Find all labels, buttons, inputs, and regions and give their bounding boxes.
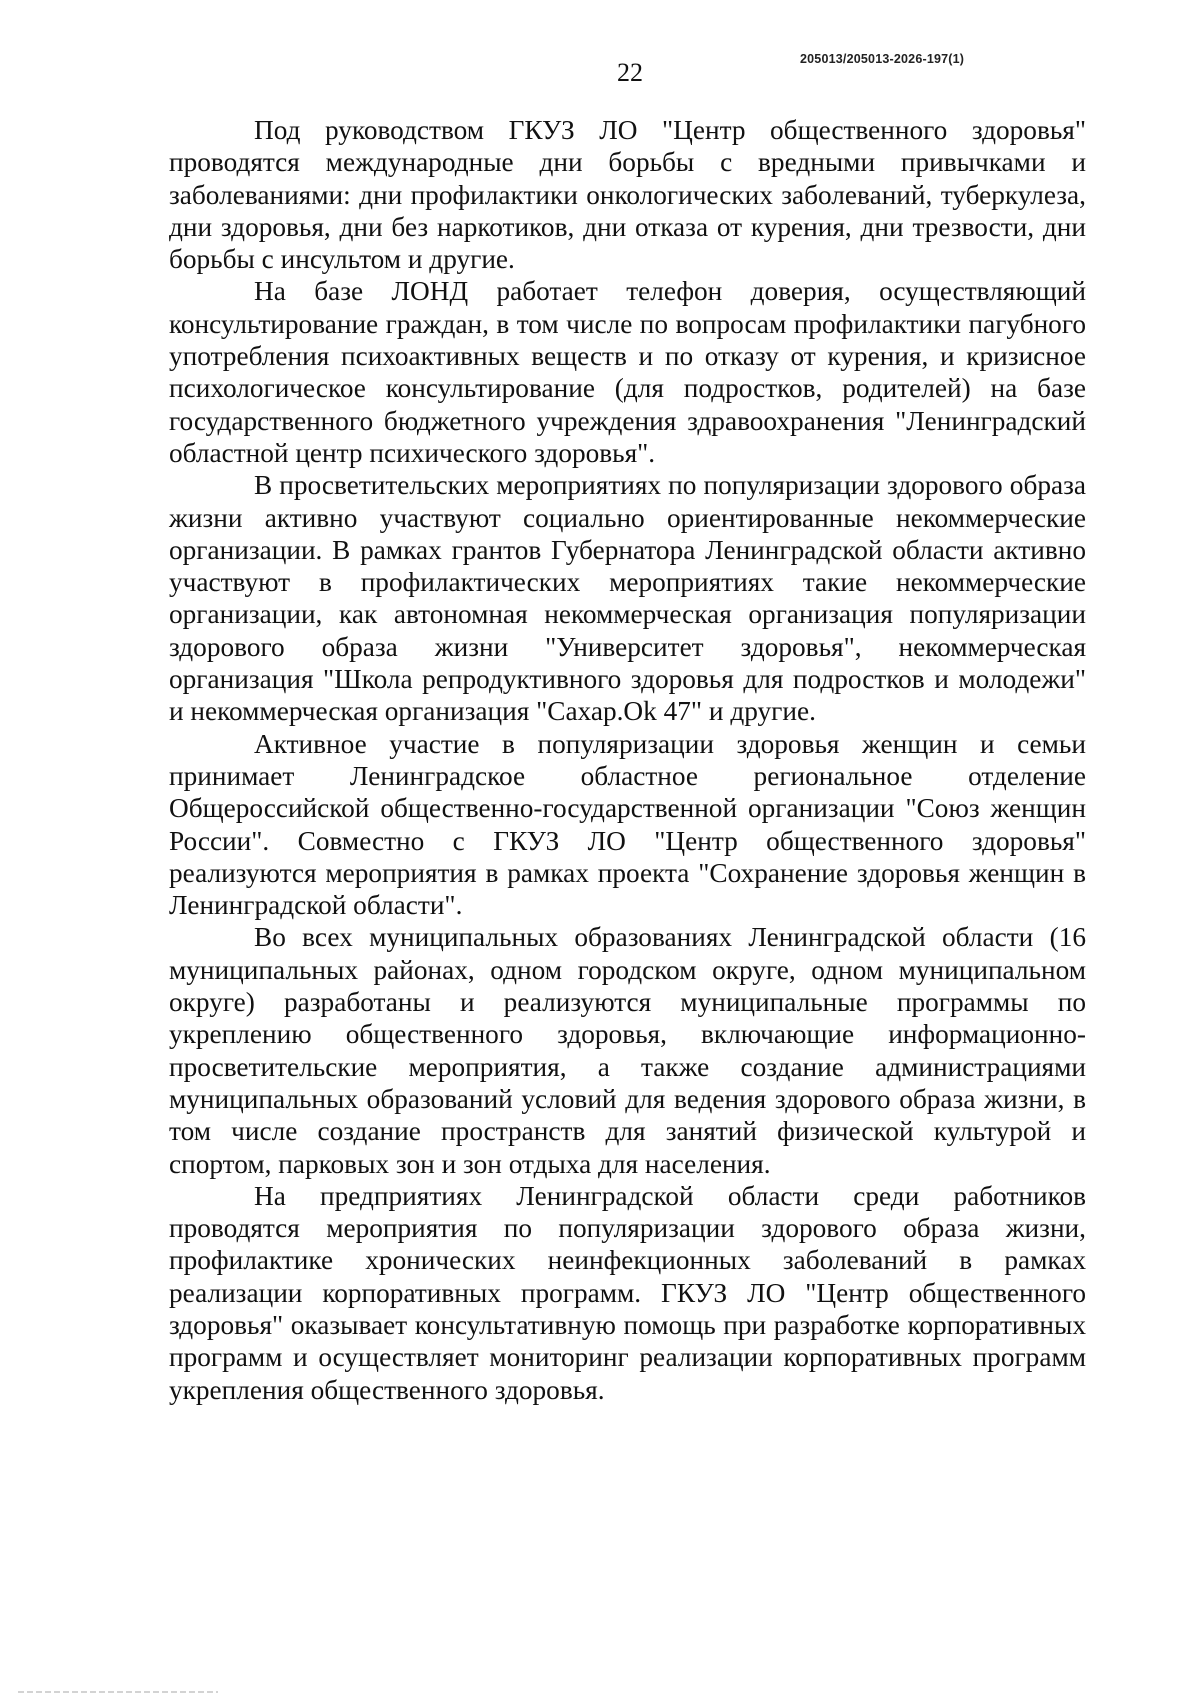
document-body <box>169 114 1086 1406</box>
paragraph-municipal-programs: Во всех муниципальных образованиях Ленинградской области (16 муниципальных районах, одном городском округе, одном муниципальном округе) разработаны и реализуются муниципальные программы по укреплению общественного здоровья, включающие информационно-просветительские мероприятия, а также создание администрациями муниципальных образований условий для ведения здорового образа жизни, в том числе создание пространств для занятий физической культурой и спортом, парковых зон и зон отдыха для населения. <box>169 922 1086 1179</box>
paragraph-nonprofits: В просветительских мероприятиях по популяризации здорового образа жизни активно участвуют социально ориентированные некоммерческие организации. В рамках грантов Губернатора Ленинградской области активно участвуют в профилактических мероприятиях такие некоммерческие организации, как автономная некоммерческая организация популяризации здорового образа жизни "Университет здоровья", некоммерческая организация "Школа репродуктивного здоровья для подростков и молодежи" и некоммерческая организация "Сахар.Ok 47" и другие. <box>169 470 1086 727</box>
scan-edge-mark <box>18 1691 218 1693</box>
paragraph-helpline: На базе ЛОНД работает телефон доверия, осуществляющий консультирование граждан, в том числе по вопросам профилактики пагубного употребления психоактивных веществ и по отказу от курения, и кризисное психологическое консультирование (для подростков, родителей) на базе государственного бюджетного учреждения здравоохранения "Ленинградский областной центр психического здоровья". <box>169 276 1086 468</box>
paragraph-women-health: Активное участие в популяризации здоровья женщин и семьи принимает Ленинградское областное региональное отделение Общероссийской общественно-государственной организации "Союз женщин России". Совместно с ГКУЗ ЛО "Центр общественного здоровья" реализуются мероприятия в рамках проекта "Сохранение здоровья женщин в Ленинградской области". <box>169 728 1086 921</box>
paragraph-corporate-programs: На предприятиях Ленинградской области среди работников проводятся мероприятия по популяризации здорового образа жизни, профилактике хронических неинфекционных заболеваний в рамках реализации корпоративных программ. ГКУЗ ЛО "Центр общественного здоровья" оказывает консультативную помощь при разработке корпоративных программ и осуществляет мониторинг реализации корпоративных программ укрепления общественного здоровья. <box>169 1180 1086 1405</box>
paragraph-public-health-days: Под руководством ГКУЗ ЛО "Центр общественного здоровья" проводятся международные дни борьбы с вредными привычками и заболеваниями: дни профилактики онкологических заболеваний, туберкулеза, дни здоровья, дни без наркотиков, дни отказа от курения, дни трезвости, дни борьбы с инсультом и другие. <box>169 115 1086 275</box>
document-code: 205013/205013-2026-197(1) <box>800 52 965 66</box>
page-number: 22 <box>617 58 643 87</box>
